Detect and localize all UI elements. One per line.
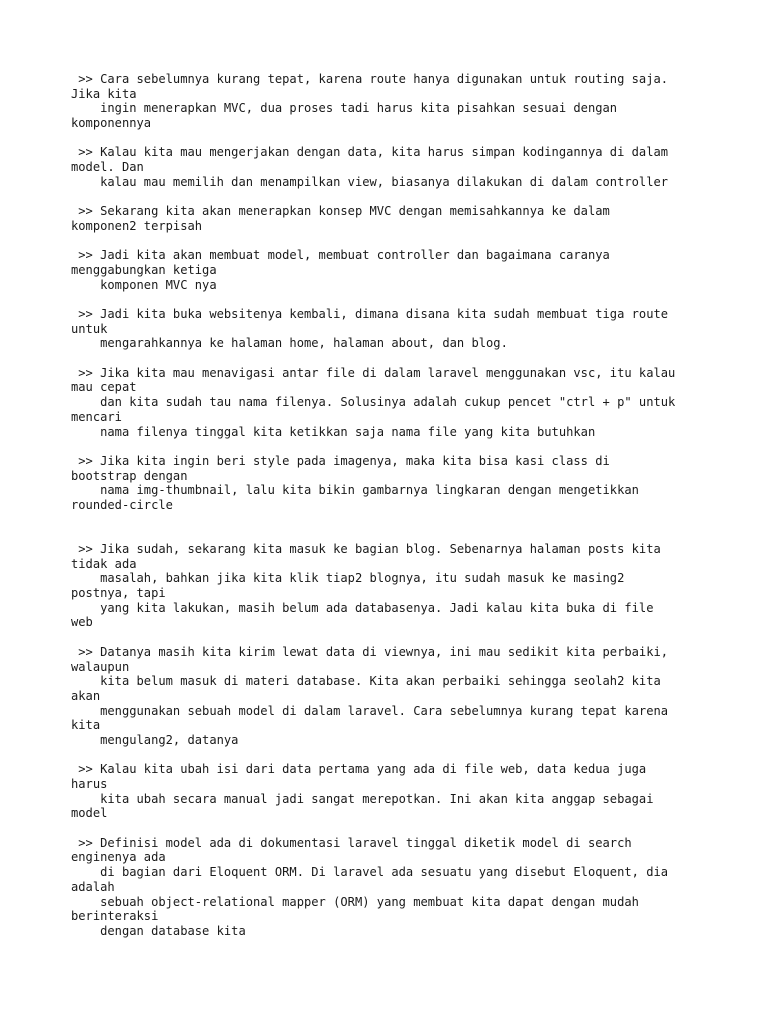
text-line: dengan database kita bbox=[71, 923, 246, 938]
text-line: rounded-circle bbox=[71, 497, 173, 512]
text-line: postnya, tapi bbox=[71, 586, 166, 601]
paragraph bbox=[71, 836, 711, 939]
paragraph bbox=[71, 72, 711, 131]
text-line: harus bbox=[71, 777, 108, 792]
paragraph bbox=[71, 542, 711, 630]
text-line: mengulang2, datanya bbox=[71, 732, 239, 747]
text-line: nama filenya tinggal kita ketikkan saja nama file yang kita butuhkan bbox=[71, 424, 596, 439]
text-line: >> Cara sebelumnya kurang tepat, karena route hanya digunakan untuk routing saja. bbox=[71, 72, 669, 86]
text-line: >> Jika kita mau menavigasi antar file di dalam laravel menggunakan vsc, itu kalau bbox=[71, 365, 676, 380]
text-line: akan bbox=[71, 688, 101, 703]
text-line: menggabungkan ketiga bbox=[71, 262, 217, 277]
document-page bbox=[71, 72, 711, 939]
text-line: yang kita lakukan, masih belum ada databasenya. Jadi kalau kita buka di file bbox=[71, 600, 654, 615]
text-line: dan kita sudah tau nama filenya. Solusinya adalah cukup pencet "ctrl + p" untuk bbox=[71, 395, 676, 410]
text-line: kita belum masuk di materi database. Kita akan perbaiki sehingga seolah2 kita bbox=[71, 674, 661, 689]
paragraph bbox=[71, 145, 711, 189]
text-line: >> Datanya masih kita kirim lewat data di viewnya, ini mau sedikit kita perbaiki, bbox=[71, 644, 669, 659]
text-line: >> Kalau kita mau mengerjakan dengan data, kita harus simpan kodingannya di dalam bbox=[71, 145, 669, 160]
text-line: berinteraksi bbox=[71, 909, 159, 924]
text-line: >> Jika kita ingin beri style pada imagenya, maka kita bisa kasi class di bbox=[71, 453, 610, 468]
text-line: komponen2 terpisah bbox=[71, 218, 203, 233]
text-line: model bbox=[71, 806, 108, 821]
text-line: Jika kita bbox=[71, 86, 137, 101]
paragraph bbox=[71, 248, 711, 292]
text-line: walaupun bbox=[71, 659, 130, 674]
text-line: enginenya ada bbox=[71, 850, 166, 865]
text-line: tidak ada bbox=[71, 556, 137, 571]
paragraph bbox=[71, 762, 711, 821]
paragraph bbox=[71, 204, 711, 233]
text-line: >> Jadi kita buka websitenya kembali, dimana disana kita sudah membuat tiga route bbox=[71, 307, 669, 321]
paragraph bbox=[71, 366, 711, 439]
text-line: web bbox=[71, 615, 93, 630]
text-line: masalah, bahkan jika kita klik tiap2 blognya, itu sudah masuk ke masing2 bbox=[71, 571, 625, 586]
text-line: di bagian dari Eloquent ORM. Di laravel ada sesuatu yang disebut Eloquent, dia bbox=[71, 865, 669, 880]
paragraph bbox=[71, 645, 711, 748]
text-line: komponen MVC nya bbox=[71, 277, 217, 292]
text-line: untuk bbox=[71, 321, 108, 336]
text-line: sebuah object-relational mapper (ORM) yang membuat kita dapat dengan mudah bbox=[71, 894, 639, 909]
text-line: mau cepat bbox=[71, 380, 137, 395]
text-line: adalah bbox=[71, 879, 115, 894]
text-line: model. Dan bbox=[71, 160, 144, 175]
text-line: kita ubah secara manual jadi sangat merepotkan. Ini akan kita anggap sebagai bbox=[71, 791, 654, 806]
text-line: kalau mau memilih dan menampilkan view, biasanya dilakukan di dalam controller bbox=[71, 174, 669, 189]
paragraph bbox=[71, 454, 711, 513]
text-line: ingin menerapkan MVC, dua proses tadi harus kita pisahkan sesuai dengan bbox=[71, 101, 618, 116]
text-line: nama img-thumbnail, lalu kita bikin gambarnya lingkaran dengan mengetikkan bbox=[71, 483, 639, 498]
text-line: kita bbox=[71, 718, 101, 733]
text-line: komponennya bbox=[71, 116, 152, 131]
text-line: mengarahkannya ke halaman home, halaman about, dan blog. bbox=[71, 336, 508, 351]
text-line: >> Sekarang kita akan menerapkan konsep MVC dengan memisahkannya ke dalam bbox=[71, 204, 610, 219]
text-line: bootstrap dengan bbox=[71, 468, 188, 483]
text-line: >> Kalau kita ubah isi dari data pertama yang ada di file web, data kedua juga bbox=[71, 762, 647, 777]
text-line: mencari bbox=[71, 409, 122, 424]
paragraph bbox=[71, 307, 711, 351]
text-line: menggunakan sebuah model di dalam laravel. Cara sebelumnya kurang tepat karena bbox=[71, 703, 669, 718]
text-line: >> Jadi kita akan membuat model, membuat controller dan bagaimana caranya bbox=[71, 248, 610, 263]
text-line: >> Definisi model ada di dokumentasi laravel tinggal diketik model di search bbox=[71, 835, 632, 850]
text-line: >> Jika sudah, sekarang kita masuk ke bagian blog. Sebenarnya halaman posts kita bbox=[71, 542, 661, 557]
